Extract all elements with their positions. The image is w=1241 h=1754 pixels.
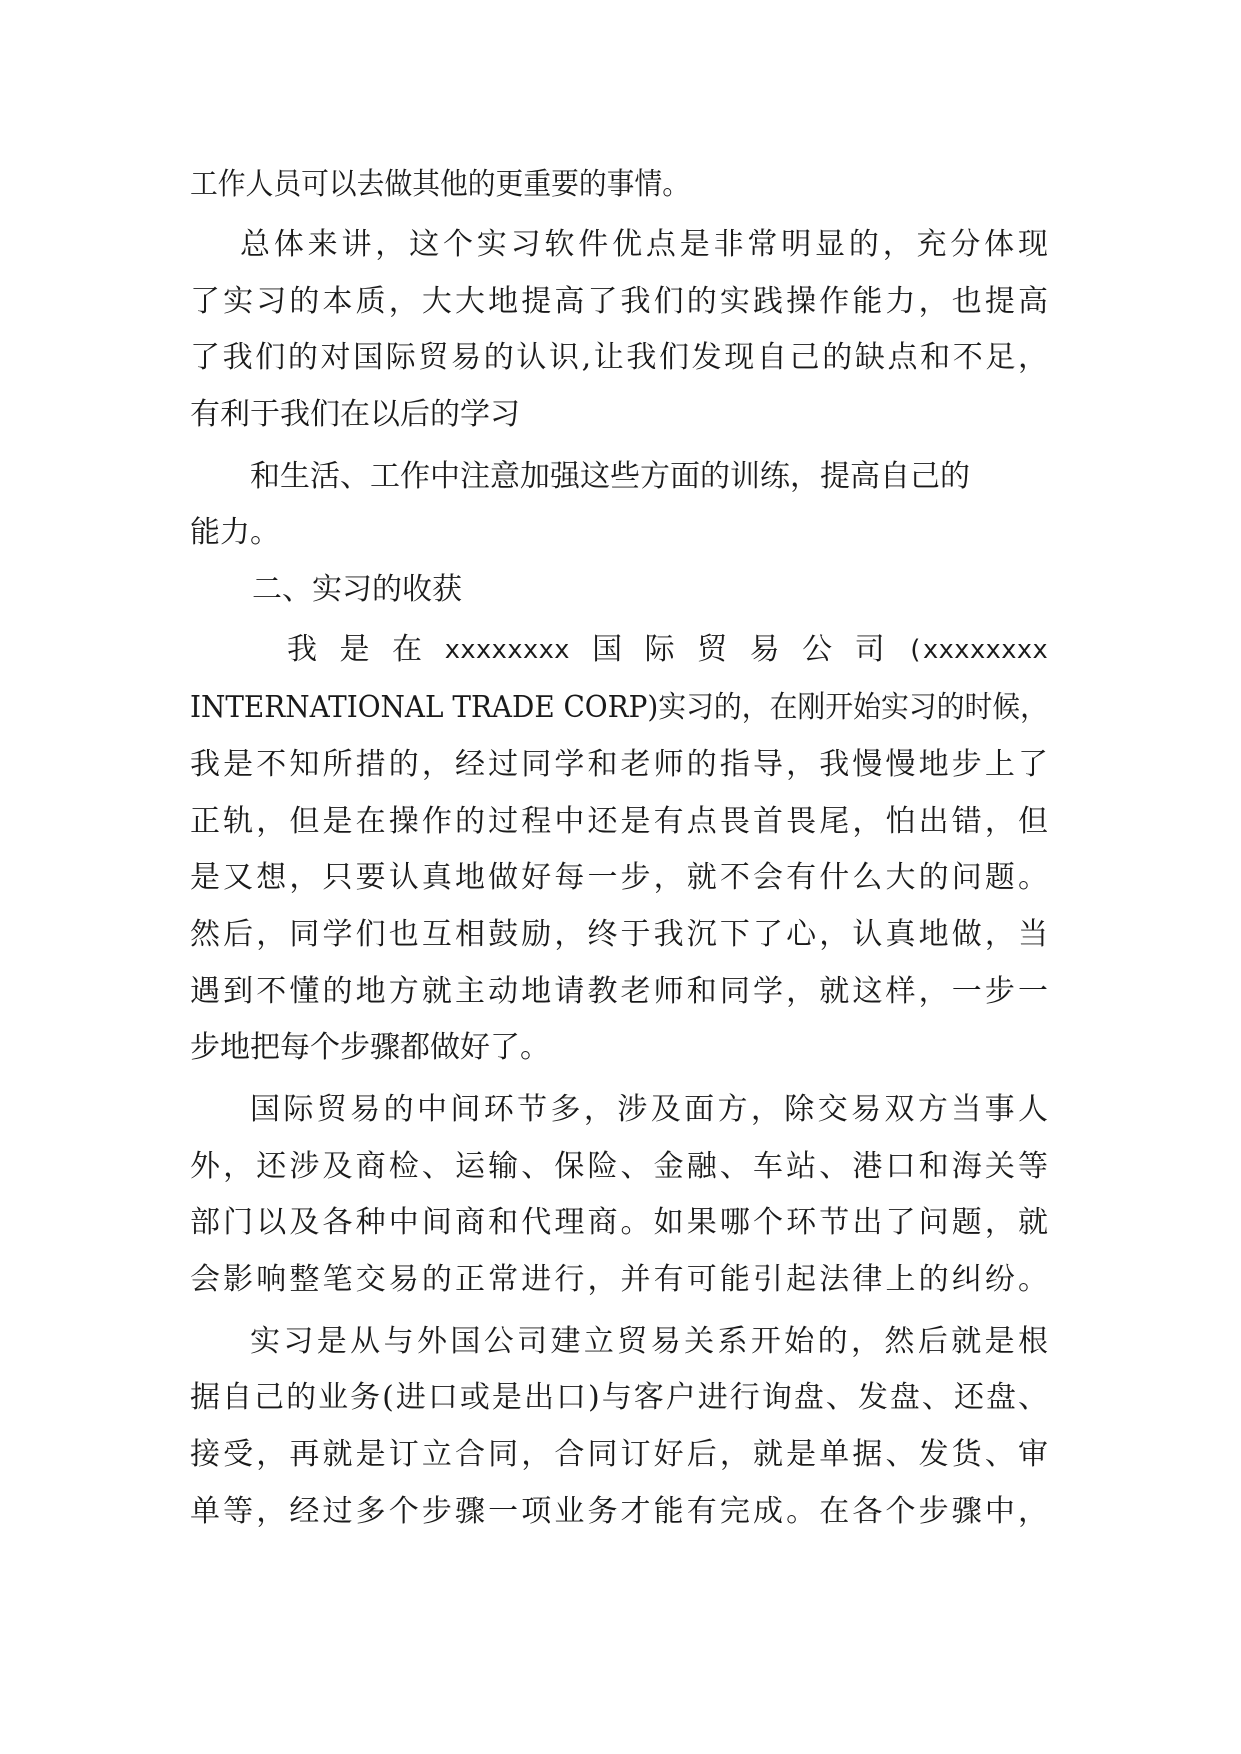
paragraph-line: 据自己的业务(进口或是出口)与客户进行询盘、发盘、还盘、 — [190, 1380, 1051, 1415]
paragraph-line: 有利于我们在以后的学习 — [190, 397, 520, 432]
paragraph-line: 部门以及各种中间商和代理商。如果哪个环节出了问题，就 — [190, 1205, 1052, 1240]
paragraph-line: 会影响整笔交易的正常进行，并有可能引起法律上的纠纷。 — [190, 1262, 1052, 1297]
text-line: 工作人员可以去做其他的更重要的事情。 — [190, 167, 690, 202]
paragraph-line: 国际贸易的中间环节多，涉及面方，除交易双方当事人 — [250, 1092, 1052, 1127]
paragraph-line: 遇到不懂的地方就主动地请教老师和同学，就这样，一步一 — [190, 974, 1052, 1009]
paragraph-line: 单等，经过多个步骤一项业务才能有完成。在各个步骤中， — [190, 1494, 1052, 1529]
paragraph-line: 实习是从与外国公司建立贸易关系开始的，然后就是根 — [250, 1324, 1052, 1359]
section-heading: 二、实习的收获 — [252, 572, 462, 607]
paragraph-line: 我是不知所措的，经过同学和老师的指导，我慢慢地步上了 — [190, 747, 1052, 782]
paragraph-line: 外，还涉及商检、运输、保险、金融、车站、港口和海关等 — [190, 1149, 1052, 1184]
paragraph-line: 我 是 在 xxxxxxxx 国 际 贸 易 公 司 (xxxxxxxx — [287, 632, 1048, 667]
paragraph-line: 正轨，但是在操作的过程中还是有点畏首畏尾，怕出错，但 — [190, 804, 1052, 839]
paragraph-line: 步地把每个步骤都做好了。 — [190, 1030, 550, 1065]
paragraph-line: 接受，再就是订立合同，合同订好后，就是单据、发货、审 — [190, 1437, 1052, 1472]
paragraph-line: 能力。 — [190, 515, 280, 550]
paragraph-line: INTERNATIONAL TRADE CORP)实习的，在刚开始实习的时候， — [190, 690, 1048, 725]
paragraph-line: 然后，同学们也互相鼓励，终于我沉下了心，认真地做，当 — [190, 917, 1052, 952]
paragraph-line: 了我们的对国际贸易的认识,让我们发现自己的缺点和不足， — [190, 340, 1051, 375]
paragraph-line: 是又想，只要认真地做好每一步，就不会有什么大的问题。 — [190, 860, 1052, 895]
paragraph-line: 总体来讲，这个实习软件优点是非常明显的，充分体现 — [240, 227, 1052, 262]
paragraph-line: 了实习的本质，大大地提高了我们的实践操作能力，也提高 — [190, 284, 1052, 319]
paragraph-line: 和生活、工作中注意加强这些方面的训练，提高自己的 — [250, 459, 970, 494]
